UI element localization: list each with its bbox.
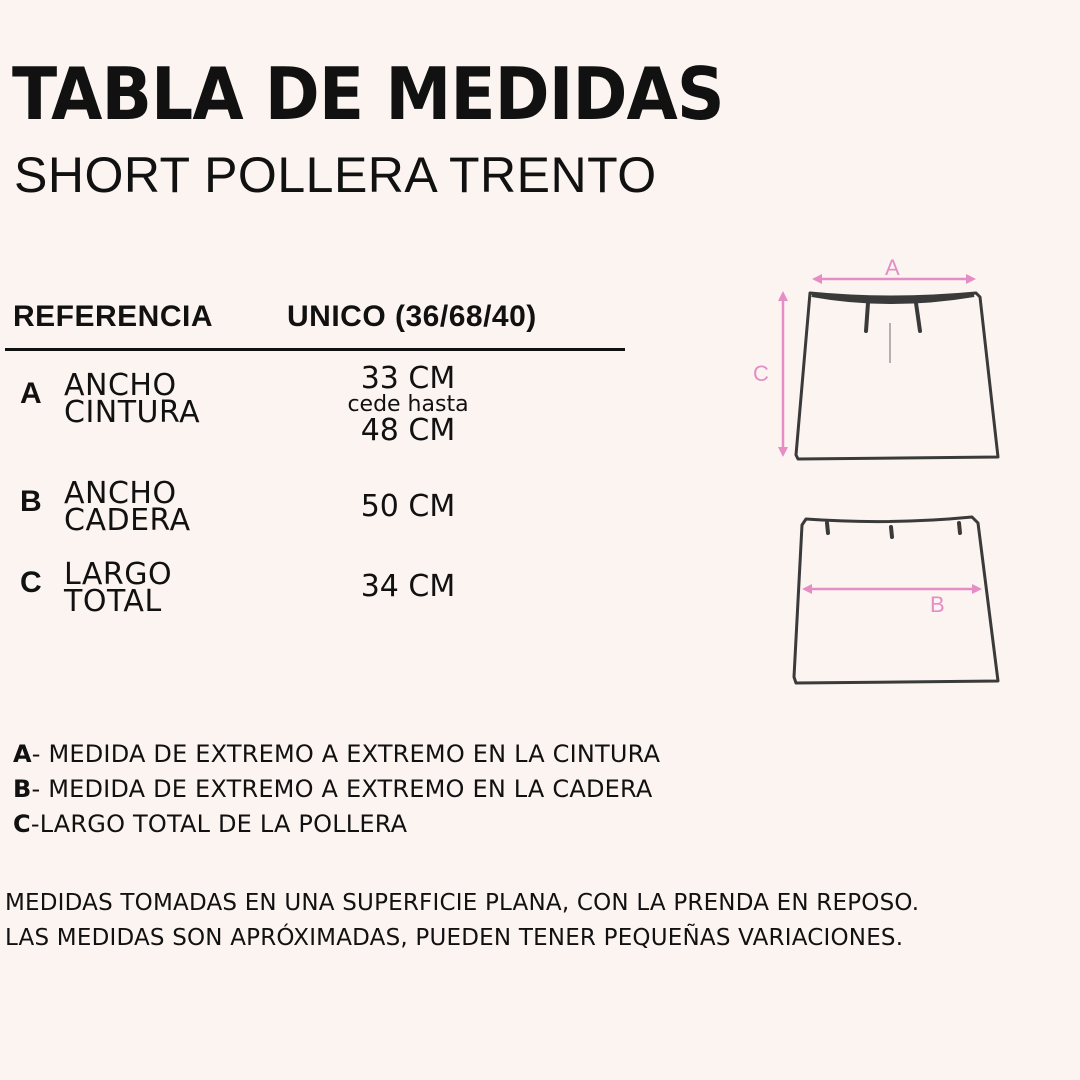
row-label-line: CADERA	[64, 503, 191, 538]
row-value: 34 CM	[360, 569, 456, 604]
row-label-line: TOTAL	[64, 584, 162, 619]
row-value-note: cede hasta	[347, 392, 469, 417]
row-label	[64, 476, 191, 538]
row-label-line: ANCHO	[64, 368, 177, 403]
dimension-c-label: C	[753, 361, 769, 386]
note-line: LAS MEDIDAS SON APRÓXIMADAS, PUEDEN TENER PEQUEÑAS VARIACIONES.	[5, 925, 904, 951]
legend-letter: A	[13, 740, 32, 768]
row-value: 50 CM	[360, 489, 456, 524]
row-label	[64, 557, 173, 619]
page-title: TABLA DE MEDIDAS	[12, 52, 724, 136]
row-label-line: LARGO	[64, 557, 173, 592]
row-value-line: 33 CM	[360, 361, 456, 396]
legend-item	[13, 775, 653, 803]
header-size: UNICO (36/68/40)	[287, 300, 537, 333]
row-letter: B	[20, 485, 42, 518]
skirt-diagram	[740, 245, 1020, 695]
dimension-b-label: B	[930, 592, 945, 617]
header-reference: REFERENCIA	[13, 300, 214, 333]
legend-letter: C	[13, 810, 31, 838]
row-label-line: ANCHO	[64, 476, 177, 511]
row-letter: C	[20, 566, 42, 599]
legend-item	[13, 810, 407, 838]
front-view-skirt	[753, 255, 998, 459]
legend-letter: B	[13, 775, 32, 803]
row-value-line: 48 CM	[360, 413, 456, 448]
legend-text: - MEDIDA DE EXTREMO A EXTREMO EN LA CINTURA	[31, 740, 661, 768]
dimension-a-arrow	[812, 255, 976, 284]
row-value	[300, 361, 516, 448]
page-subtitle: SHORT POLLERA TRENTO	[14, 147, 657, 203]
dimension-c-arrow	[753, 291, 788, 457]
table-header-divider	[5, 348, 625, 351]
dimension-b-arrow	[802, 584, 982, 617]
row-letter: A	[20, 377, 42, 410]
back-view-skirt	[794, 517, 998, 683]
legend-item	[13, 740, 660, 768]
dimension-a-label: A	[885, 255, 900, 280]
row-label	[64, 368, 201, 430]
legend-text: -LARGO TOTAL DE LA POLLERA	[30, 810, 408, 838]
row-label-line: CINTURA	[64, 395, 201, 430]
legend-text: - MEDIDA DE EXTREMO A EXTREMO EN LA CADERA	[31, 775, 653, 803]
note-line: MEDIDAS TOMADAS EN UNA SUPERFICIE PLANA, CON LA PRENDA EN REPOSO.	[5, 890, 920, 916]
